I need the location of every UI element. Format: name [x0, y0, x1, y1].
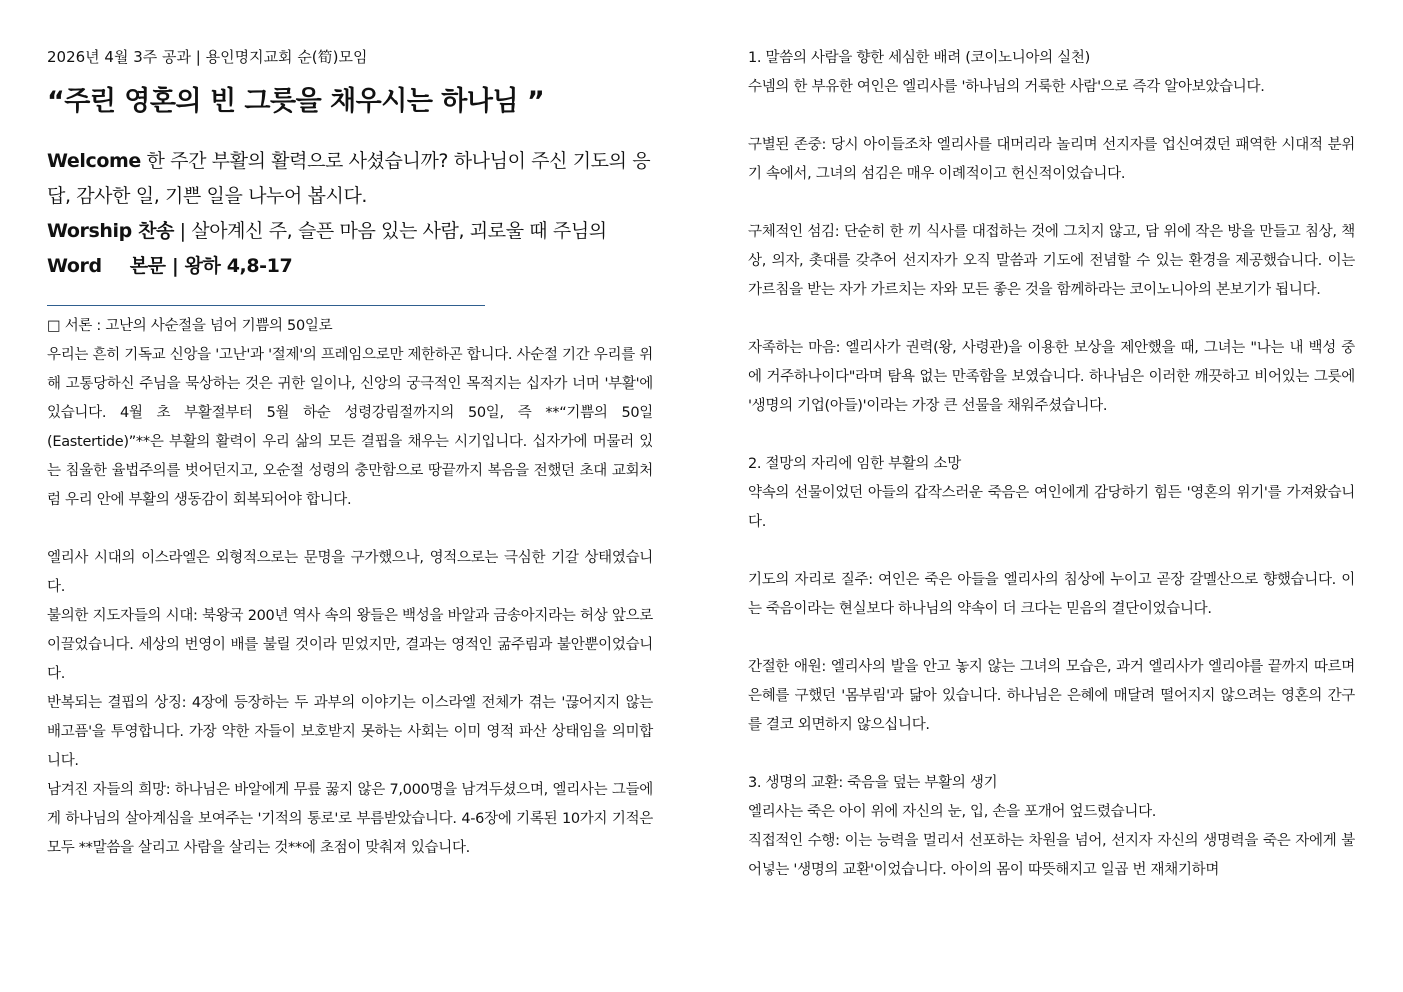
intro-paragraph-2: 엘리사 시대의 이스라엘은 외형적으로는 문명을 구가했으나, 영적으로는 극심한 기갈 상태였습니다. [47, 550, 653, 595]
word-text: 본문 | 왕하 4,8-17 [129, 255, 293, 277]
section-1-paragraph-3: 구체적인 섬김: 단순히 한 끼 식사를 대접하는 것에 그치지 않고, 담 위에 작은 방을 만들고 침상, 책상, 의자, 촛대를 갖추어 선지자가 오직 말씀과 기도에 전념할 수 있는 환경을 제공했습니다. 이는 가르침을 받는 자가 가르치는 자와 모든 좋은 것을 함께하라는 코이노니아의 본보기가 됩니다. [748, 224, 1355, 298]
word-row [47, 249, 653, 284]
intro-section-title: □ 서론 : 고난의 사순절을 넘어 기쁨의 50일로 [47, 318, 333, 334]
section-3-title: 3. 생명의 교환: 죽음을 덮는 부활의 생기 [748, 775, 998, 791]
section-2-paragraph-3: 간절한 애원: 엘리사의 발을 안고 놓지 않는 그녀의 모습은, 과거 엘리사가 엘리야를 끝까지 따르며 은혜를 구했던 '몸부림'과 닮아 있습니다. 하나님은 은혜에 매달려 떨어지지 않으려는 영혼의 간구를 결코 외면하지 않으십니다. [748, 659, 1355, 733]
welcome-text: 한 주간 부활의 활력으로 사셨습니까? 하나님이 주신 기도의 응답, 감사한 일, 기쁜 일을 나누어 봅시다. [47, 150, 651, 207]
section-1-paragraph-2: 구별된 존중: 당시 아이들조차 엘리사를 대머리라 놀리며 선지자를 업신여겼던 패역한 시대적 분위기 속에서, 그녀의 섬김은 매우 이례적이고 헌신적이었습니다. [748, 137, 1355, 182]
intro-paragraph-5: 남겨진 자들의 희망: 하나님은 바알에게 무릎 꿇지 않은 7,000명을 남겨두셨으며, 엘리사는 그들에게 하나님의 살아계심을 보여주는 '기적의 통로'로 부름받았습니다. 4-6장에 기록된 10가지 기적은 모두 **말씀을 살리고 사람을 살리는 것**에 초점이 맞춰져 있습니다. [47, 782, 653, 856]
section-1-title: 1. 말씀의 사람을 향한 세심한 배려 (코이노니아의 실천) [748, 50, 1090, 66]
worship-row [47, 214, 653, 249]
section-2-paragraph-2: 기도의 자리로 질주: 여인은 죽은 아들을 엘리사의 침상에 누이고 곧장 갈멜산으로 향했습니다. 이는 죽음이라는 현실보다 하나님의 약속이 더 크다는 믿음의 결단이었습니다. [748, 572, 1355, 617]
lesson-header: 2026년 4월 3주 공과 | 용인명지교회 순(筍)모임 [47, 48, 368, 66]
intro-paragraph-3: 불의한 지도자들의 시대: 북왕국 200년 역사 속의 왕들은 백성을 바알과 금송아지라는 허상 앞으로 이끌었습니다. 세상의 번영이 배를 불릴 것이라 믿었지만, 결과는 영적인 굶주림과 불안뿐이었습니다. [47, 608, 653, 682]
section-3-paragraph-2: 직접적인 수행: 이는 능력을 멀리서 선포하는 차원을 넘어, 선지자 자신의 생명력을 죽은 자에게 불어넣는 '생명의 교환'이었습니다. 아이의 몸이 따뜻해지고 일곱 번 재채기하며 [748, 833, 1355, 878]
section-2-paragraph-1: 약속의 선물이었던 아들의 갑작스러운 죽음은 여인에게 감당하기 힘든 '영혼의 위기'를 가져왔습니다. [748, 485, 1355, 530]
welcome-paragraph [47, 144, 653, 214]
left-column [47, 44, 653, 863]
intro-paragraph-1: 우리는 흔히 기독교 신앙을 '고난'과 '절제'의 프레임으로만 제한하곤 합니다. 사순절 기간 우리를 위해 고통당하신 주님을 묵상하는 것은 귀한 일이나, 신앙의 궁극적인 목적지는 십자가 너머 '부활'에 있습니다. 4월 초 부활절부터 5월 하순 성령강림절까지의 50일, 즉 **“기쁨의 50일(Eastertide)”**은 부활의 활력이 우리 삶의 모든 결핍을 채우는 시기입니다. 십자가에 머물러 있는 침울한 율법주의를 벗어던지고, 오순절 성령의 충만함으로 땅끝까지 복음을 전했던 초대 교회처럼 우리 안에 부활의 생동감이 회복되어야 합니다. [47, 347, 653, 508]
welcome-label: Welcome [47, 150, 141, 172]
lesson-title: “주린 영혼의 빈 그릇을 채우시는 하나님 ” [47, 86, 545, 117]
section-1-paragraph-4: 자족하는 마음: 엘리사가 권력(왕, 사령관)을 이용한 보상을 제안했을 때, 그녀는 "나는 내 백성 중에 거주하나이다"라며 탐욕 없는 만족함을 보였습니다. 하나님은 이러한 깨끗하고 비어있는 그릇에 '생명의 기업(아들)'이라는 가장 큰 선물을 채워주셨습니다. [748, 340, 1355, 414]
worship-text: | 살아계신 주, 슬픈 마음 있는 사람, 괴로울 때 주님의 [173, 220, 607, 242]
right-column [748, 44, 1355, 885]
section-3-paragraph-1: 엘리사는 죽은 아이 위에 자신의 눈, 입, 손을 포개어 엎드렸습니다. [748, 804, 1157, 820]
section-1-paragraph-1: 수넴의 한 부유한 여인은 엘리사를 '하나님의 거룩한 사람'으로 즉각 알아보았습니다. [748, 79, 1265, 95]
section-2-title: 2. 절망의 자리에 임한 부활의 소망 [748, 456, 961, 472]
intro-paragraph-4: 반복되는 결핍의 상징: 4장에 등장하는 두 과부의 이야기는 이스라엘 전체가 겪는 '끊어지지 않는 배고픔'을 투영합니다. 가장 약한 자들이 보호받지 못하는 사회는 이미 영적 파산 상태임을 의미합니다. [47, 695, 653, 769]
section-divider [47, 305, 485, 306]
worship-label: Worship 찬송 [47, 220, 174, 242]
word-label: Word [47, 255, 102, 277]
